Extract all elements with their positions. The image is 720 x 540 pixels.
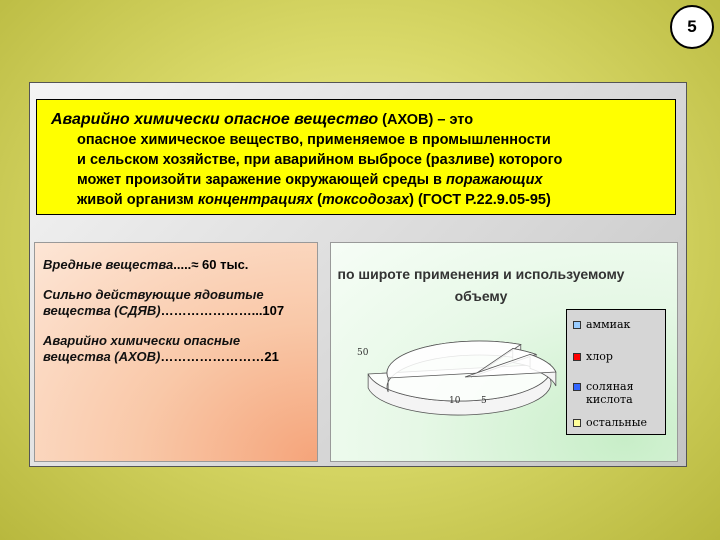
potent-poisons-item: Сильно действующие ядовитые вещества (СДЯВ)…………………...107 xyxy=(43,287,285,318)
definition-term: Аварийно химически опасное вещество xyxy=(51,111,379,128)
definition-line-3: и сельском хозяйстве, при аварийном выбросе (разливе) которого xyxy=(77,152,563,168)
slide-number-badge: 5 xyxy=(670,5,714,49)
legend-swatch-hcl xyxy=(573,383,581,391)
ahov-item: Аварийно химически опасные вещества (АХОВ)……………………21 xyxy=(43,333,279,364)
pie-data-label-3: 10 xyxy=(449,396,461,406)
content-panel xyxy=(29,82,687,467)
legend-item-ammonia: аммиак xyxy=(573,318,630,331)
definition-line-5: живой организм концентрациях (токсодозах) (ГОСТ Р.22.9.05-95) xyxy=(77,192,551,208)
chart-box xyxy=(330,242,678,462)
legend-item-others: остальные xyxy=(573,416,647,429)
chart-legend xyxy=(566,309,666,435)
pie-data-label-2: 5 xyxy=(481,396,487,406)
legend-swatch-chlorine xyxy=(573,353,581,361)
definition-box xyxy=(36,99,676,215)
legend-swatch-ammonia xyxy=(573,321,581,329)
legend-item-chlorine: хлор xyxy=(573,350,613,363)
definition-abbr: (АХОВ) – это xyxy=(378,112,474,128)
legend-item-hcl: соляная кислота xyxy=(573,380,661,406)
harmful-substances-item: Вредные вещества.....≈ 60 тыс. xyxy=(43,257,249,272)
substance-counts-box xyxy=(34,242,318,462)
definition-line-4: может произойти заражение окружающей среды в поражающих xyxy=(77,172,543,188)
pie-data-label-0: 50 xyxy=(357,348,369,358)
chart-title: по широте применения и используемому объему xyxy=(337,266,625,304)
definition-line-2: опасное химическое вещество, применяемое в промышленности xyxy=(77,132,551,148)
legend-swatch-others xyxy=(573,419,581,427)
